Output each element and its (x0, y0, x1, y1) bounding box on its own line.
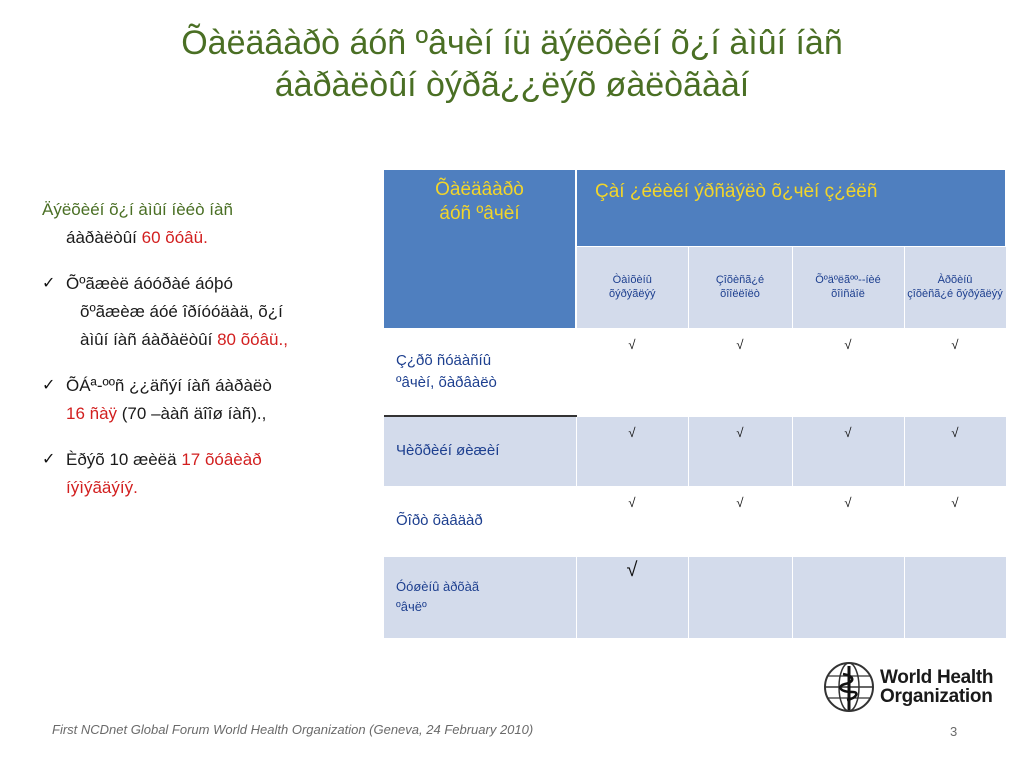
bullet-2-highlight: 16 ñàÿ (66, 404, 118, 423)
row-label-respiratory (384, 556, 576, 638)
row-4-line-2: ºâчëº (396, 599, 427, 615)
bullet-3-line-2: íýìýãäýíý. (66, 478, 138, 497)
bullet-1-line-3 (66, 326, 382, 354)
bullet-3-line-1-text: Èðýõ 10 æèëä (66, 450, 182, 469)
bullet-1-line-3-text: àìûí íàñ áàðàëòûí (80, 330, 218, 349)
row-label-cancer (384, 486, 576, 556)
check-mark (793, 557, 904, 565)
table-cell (792, 416, 904, 486)
bullet-1-line-2-text: õºãæèæ áóé îðíóóäàä, (80, 302, 259, 321)
bullet-2-line-2 (66, 400, 382, 428)
header-left-line-2: áóñ ºâчèí (439, 203, 520, 224)
bullet-item-3 (42, 446, 382, 502)
row-4-line-1: Óóøèíû àðõàã (396, 579, 480, 595)
logo-line-2: Organization (880, 686, 993, 707)
subheader-tobacco (576, 246, 688, 328)
table-cell (904, 416, 1006, 486)
title-line-2: áàðàëòûí òýðã¿¿ëýõ øàëòãààí (274, 66, 750, 104)
table-cell (576, 328, 688, 416)
bullet-item-2 (42, 372, 382, 428)
bullet-section (42, 196, 382, 520)
lead-line-2-text: áàðàëòûí (66, 228, 142, 247)
table-cell (688, 486, 792, 556)
check-mark: √ (844, 424, 852, 440)
lead-line-2 (42, 224, 382, 252)
sub-2-line-1: Çîõèñã¿é (715, 274, 765, 286)
check-mark: √ (951, 494, 959, 510)
subheader-alcohol (904, 246, 1006, 328)
table-cell (576, 556, 688, 638)
check-mark: √ (628, 424, 636, 440)
lead-highlight: 60 õóâü. (141, 228, 208, 247)
table-cell (792, 328, 904, 416)
check-mark (905, 557, 1006, 565)
table-header-disease (384, 170, 576, 328)
lead-line-1: Äýëõèéí õ¿í àìûí íèéò íàñ (42, 200, 233, 219)
check-mark: √ (736, 494, 744, 510)
check-mark: √ (951, 424, 959, 440)
subheader-diet (688, 246, 792, 328)
sub-3-line-1: Õºäºëãºº--íèé (815, 274, 881, 286)
row-1-line-2: ºâчèí, õàðâàëò (396, 373, 497, 391)
page-number: 3 (950, 724, 958, 739)
bullet-1-line-1: Õºãæèë áóóðàé áóþó (66, 274, 233, 293)
table-row (384, 328, 1006, 416)
header-right-text: Çàí ¿éëèéí ýðñäýëò õ¿чèí ç¿éëñ (595, 181, 878, 202)
sub-1-line-1: Òàìõèíû (612, 274, 652, 286)
table-cell (904, 556, 1006, 638)
row-label-diabetes (384, 416, 576, 486)
table-cell (576, 486, 688, 556)
table-row (384, 556, 1006, 638)
table-row (384, 416, 1006, 486)
bullet-list (42, 270, 382, 502)
table-cell (576, 416, 688, 486)
check-mark: √ (736, 336, 744, 352)
check-mark: √ (844, 336, 852, 352)
sub-2-line-2: õîîëëîëò (720, 288, 760, 300)
check-mark: √ (628, 336, 636, 352)
check-mark: √ (844, 494, 852, 510)
check-mark: √ (626, 558, 638, 581)
who-logo (822, 660, 1002, 714)
check-mark: √ (628, 494, 636, 510)
table-cell (792, 556, 904, 638)
bullet-1-line-2 (66, 298, 382, 326)
checkmark-icon: ✓ (42, 451, 56, 468)
bullet-2-line-2-text: (70 –ààñ äîîø íàñ)., (117, 404, 267, 423)
sub-4-line-2: çîõèñã¿é õýðýãëýý (907, 288, 1003, 300)
logo-text (880, 668, 993, 706)
sub-4-line-1: Àðõèíû (937, 274, 973, 286)
who-emblem-icon (822, 660, 876, 714)
table-row (384, 486, 1006, 556)
bullet-item-1 (42, 270, 382, 354)
bullet-2-line-1: ÕÁª-ººñ ¿¿äñýí íàñ áàðàëò (66, 376, 272, 395)
title-line-1: Õàëäâàðò áóñ ºâчèí íü äýëõèéí õ¿í àìûí íàñ (181, 24, 843, 62)
check-mark (689, 557, 792, 565)
sub-3-line-2: õîìñäîë (831, 288, 865, 300)
footer-caption: First NCDnet Global Forum World Health Organization (Geneva, 24 February 2010) (52, 722, 534, 737)
table-header-risk-factors (576, 170, 1006, 246)
risk-factor-table (384, 170, 1007, 639)
row-label-cardiovascular (384, 328, 576, 416)
row-3-line-1: Õîðò õàâäàð (396, 512, 483, 529)
bullet-1-highlight: 80 õóâü., (217, 330, 288, 349)
subheader-inactivity (792, 246, 904, 328)
table-cell (688, 416, 792, 486)
check-mark: √ (736, 424, 744, 440)
bullet-1-line-2-tail: õ¿í (258, 302, 283, 321)
bullet-3-highlight: 17 õóâèàð (181, 450, 262, 469)
table-cell (792, 486, 904, 556)
checkmark-icon: ✓ (42, 377, 56, 394)
logo-line-1: World Health (880, 667, 994, 688)
table-cell (688, 328, 792, 416)
row-1-line-1: Ç¿ðõ ñóäàñíû (396, 351, 492, 369)
lead-paragraph (42, 196, 382, 252)
check-mark: √ (951, 336, 959, 352)
table-cell (904, 486, 1006, 556)
table-cell (688, 556, 792, 638)
bullet-3-line-1 (66, 446, 382, 474)
checkmark-icon: ✓ (42, 275, 56, 292)
sub-1-line-2: õýðýãëýý (609, 288, 656, 300)
row-2-line-1: Чèõðèéí øèæèí (396, 442, 500, 460)
slide-title (40, 22, 984, 106)
header-left-line-1: Õàëäâàðò (435, 179, 524, 200)
table-cell (904, 328, 1006, 416)
